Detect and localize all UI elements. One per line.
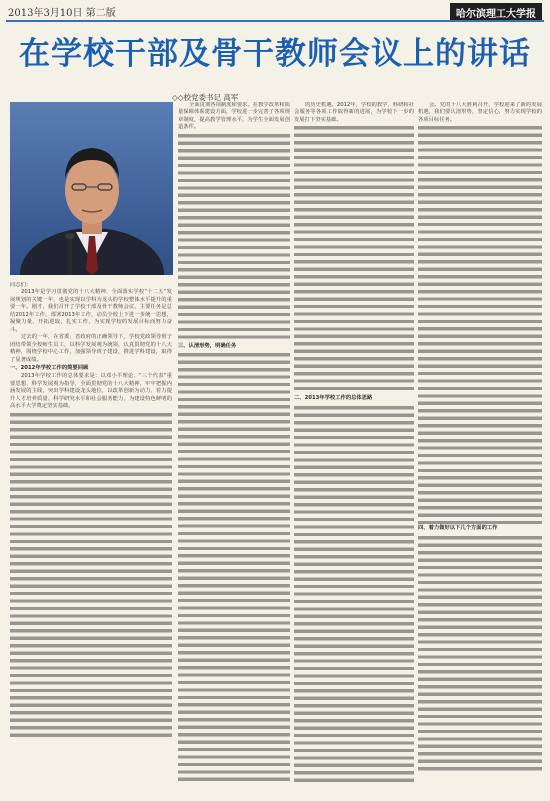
paper-name: 哈尔滨理工大学报 (450, 3, 542, 22)
article-byline: ◇◇校党委书记 高军 (172, 93, 239, 102)
issue-date: 2013年3月10日 第二版 (8, 8, 116, 19)
section-subhead: 四、着力做好以下几个方面的工作 (418, 525, 498, 532)
article-column-4 (418, 102, 542, 792)
section-subhead: 二、2013年学校工作的总体思路 (294, 395, 373, 402)
section-subhead: 三、认清形势，明确任务 (178, 342, 237, 349)
column-text-block (294, 124, 414, 394)
article-paragraph: 2013年学校工作的总体要求是：以邓小平理论、“三个代表”重要思想、科学发展观为指导，全面贯彻党的十八大精神，牢牢把握内涵发展的主线，突出学科建设龙头地位，以改革创新为动力，着力提升人才培养质量、科学研究水平和社会服务能力，为建设特色鲜明的高水平大学奠定坚实基础。 (10, 373, 172, 410)
column-text-block (418, 534, 542, 774)
masthead-rule (6, 20, 544, 22)
column-text-block (418, 124, 542, 524)
column-text-block (178, 132, 290, 342)
article-paragraph: 2013年是学习贯彻党的十八大精神、全面落实学校“十二五”发展规划的关键一年，也是实现以学科为龙头的学校整体水平提升的重要一年。刚才，我们召开了学校干部及骨干教师会议，主要任务是总结2012年工作，部署2013年工作，动员全校上下进一步统一思想，凝聚力量，开拓进取，扎实工作，为实现学校的发展目标而努力奋斗。 (10, 289, 172, 333)
article-paragraph: 会。党的十八大胜利召开，学校迎来了新的发展机遇，我们要认清形势，坚定信心，努力实现学校的各项目标任务。 (418, 102, 542, 123)
masthead (0, 0, 550, 22)
column-text-block (294, 404, 414, 784)
article-paragraph: 全面贯彻各项制度和要求。在教学改革和质量保障体系建设方面，学校进一步完善了各项规章制度，提高教学管理水平，为学生全面发展创造条件。 (178, 102, 290, 131)
article-column-2 (178, 102, 290, 792)
section-subhead: 一、2012年学校工作的简要回顾 (10, 364, 89, 371)
article-column-1 (10, 282, 172, 792)
article-title: 在学校干部及骨干教师会议上的讲话 (19, 36, 531, 72)
article-paragraph: 的历史机遇。2012年，学校的教学、科研和社会服务等各项工作取得新的进展，为学校下一步的发展打下坚实基础。 (294, 102, 414, 123)
column-text-block (10, 411, 172, 741)
article-column-3 (294, 102, 414, 792)
speaker-photo-graphic (10, 102, 173, 275)
salutation: 同志们： (10, 282, 32, 288)
article-paragraph: 过去的一年，在省委、省政府的正确领导下，学校党政领导班子团结带领全校师生员工，以科学发展观为统领，认真贯彻党的十八大精神，围绕学校中心工作，加强领导班子建设，推进学科建设，取得了显著成绩。 (10, 334, 172, 363)
column-text-block (178, 351, 290, 781)
speaker-photo (10, 102, 173, 275)
